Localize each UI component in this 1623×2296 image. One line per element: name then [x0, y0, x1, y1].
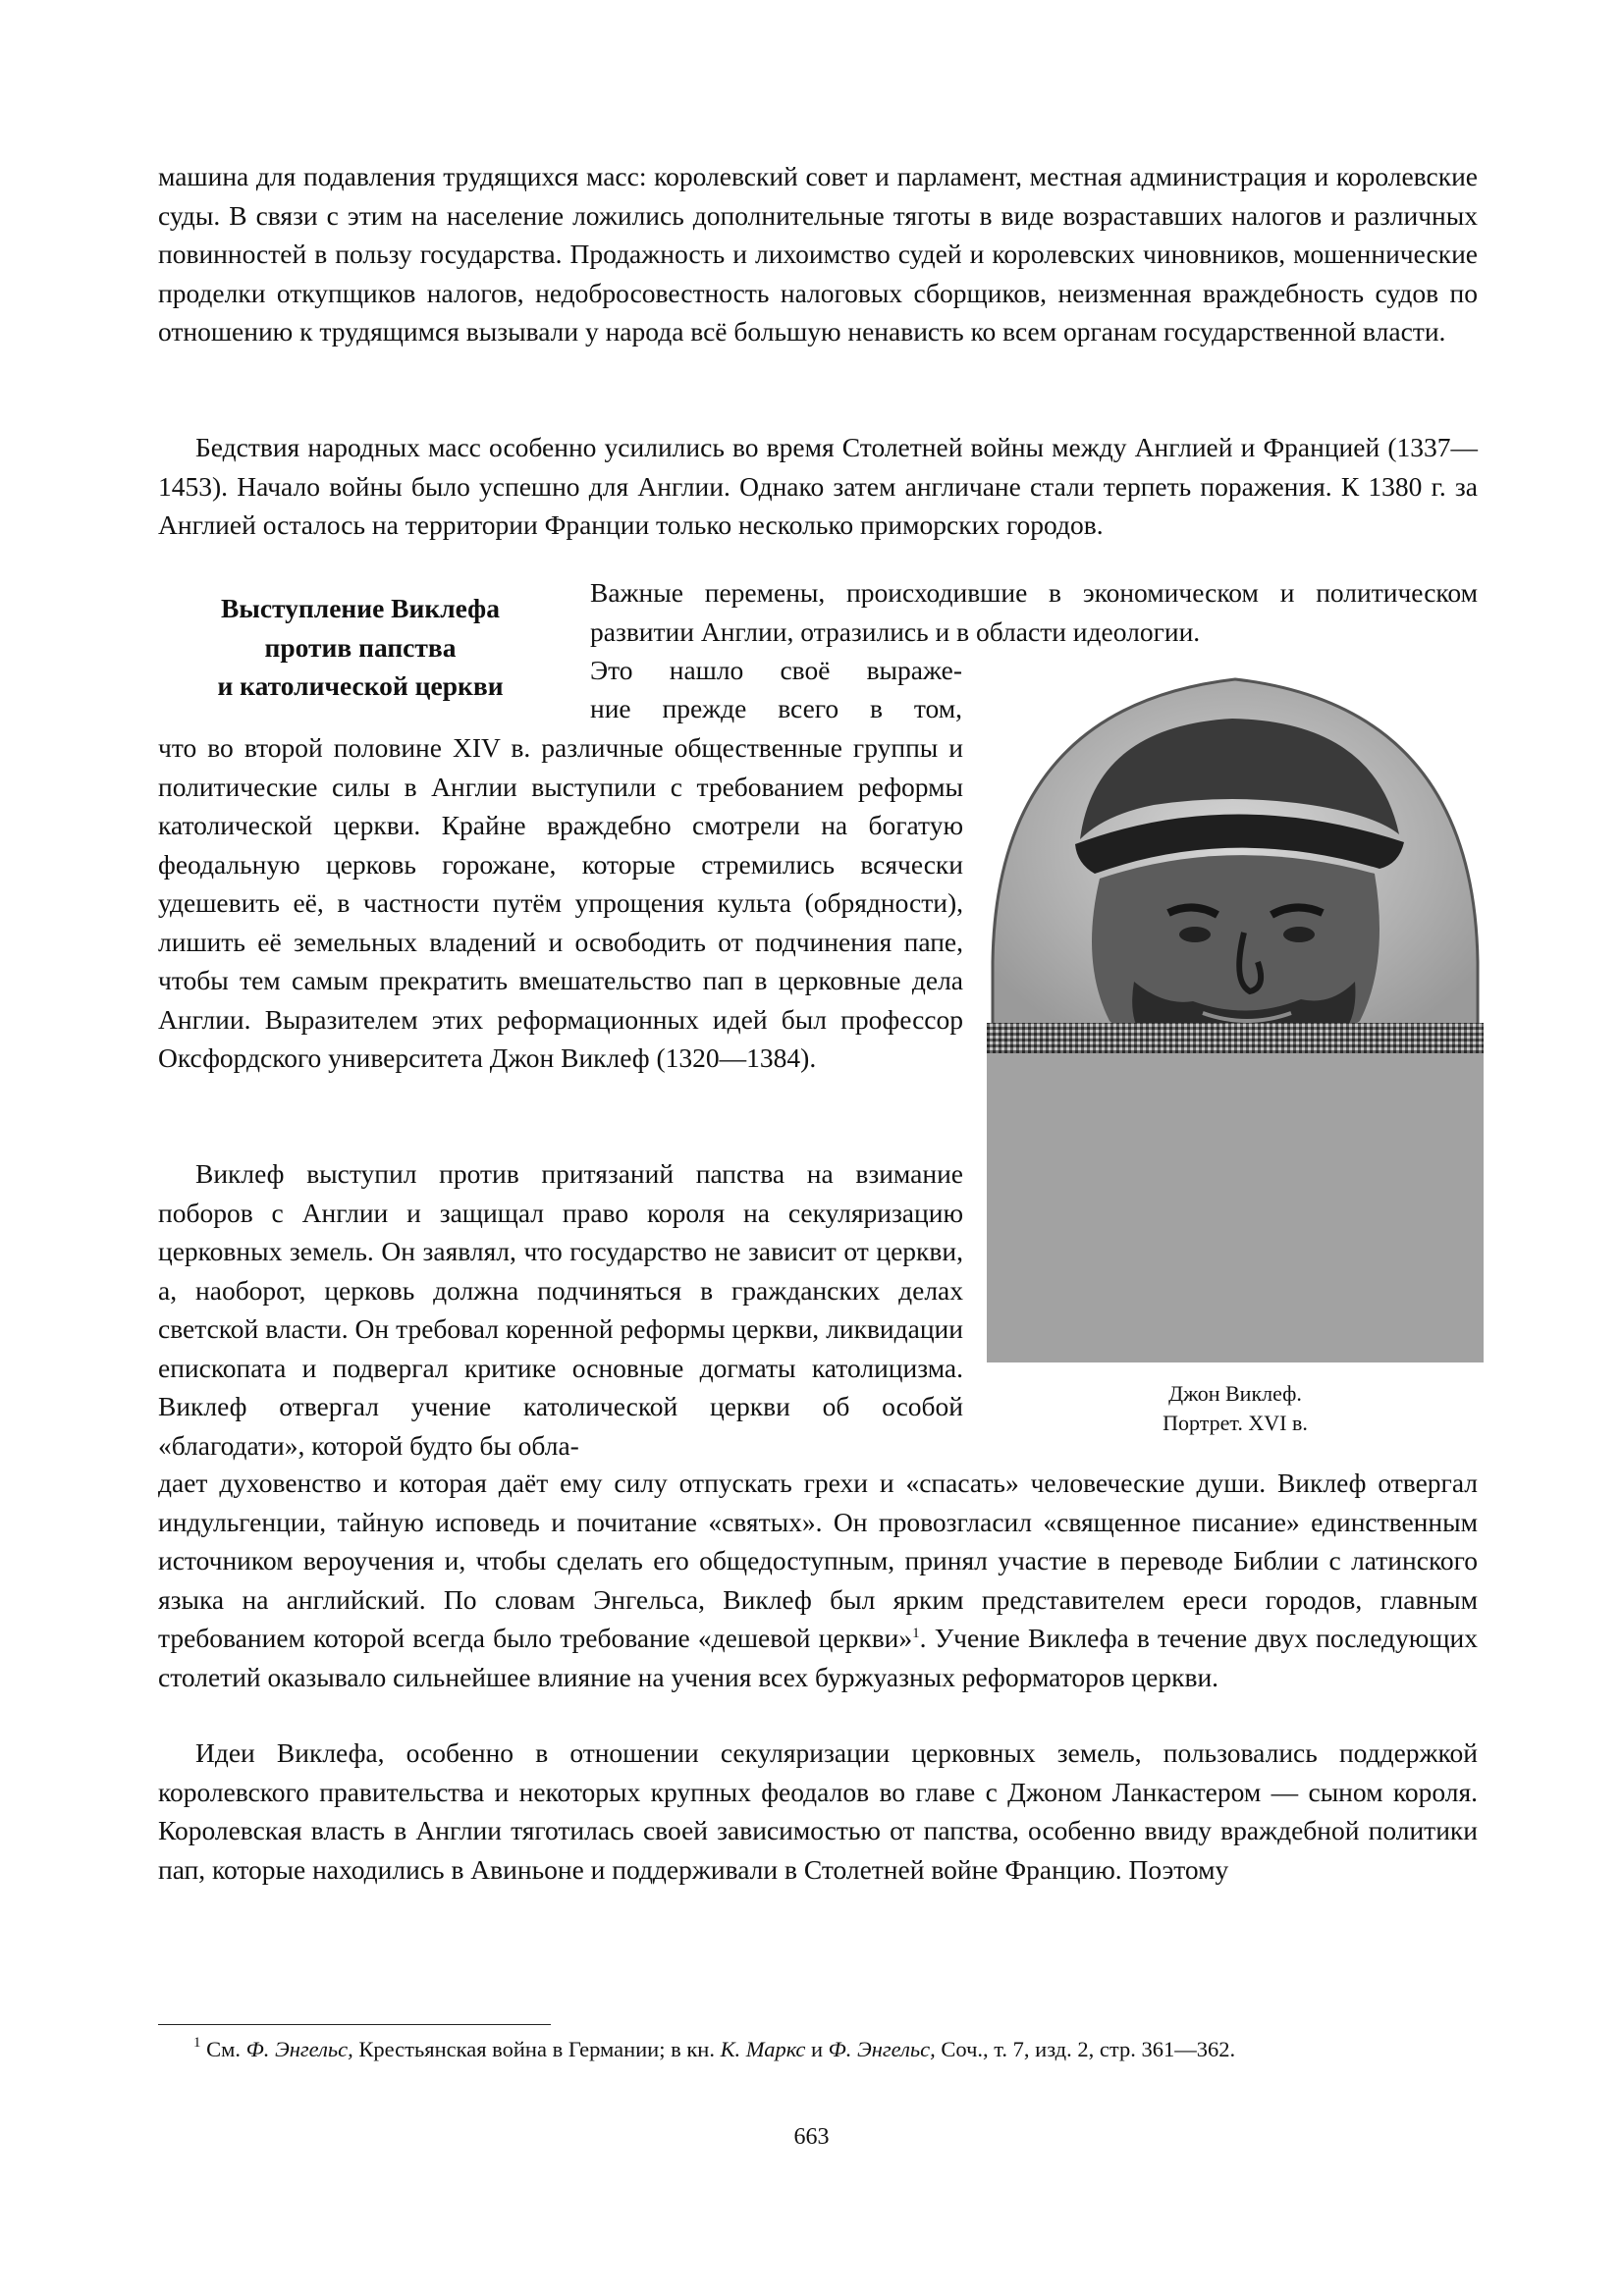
section-heading-line-2: против папства	[264, 632, 457, 663]
paragraph-3-column: что во второй половине XIV в. различные общественные группы и политические силы в Англии выступили с требованием реформы католической церкви. Крайне враждебно смотрели на богатую феодальную церковь горожане, которые стремились всячески удешевить её, в частности путём упрощения культа (обрядности), лишить её земельных владений и освободить от подчинения папе, чтобы тем самым прекратить вмешательство пап в церковные дела Англии. Выразителем этих реформационных идей был профессор Оксфордского университета Джон Виклеф (1320—1384).	[158, 732, 963, 1073]
paragraph-3-top: Важные перемены, происходившие в экономическом и политическом развитии Англии, отразились и в области идеологии.	[590, 577, 1478, 647]
footnote-divider	[158, 2024, 551, 2025]
figure-caption-line-1: Джон Виклеф.	[1168, 1381, 1302, 1406]
paragraph-5: Идеи Виклефа, особенно в отношении секуляризации церковных земель, пользовались поддержкой королевского правительства и некоторых крупных феодалов во главе с Джоном Ланкастером — сыном короля. Королевская власть в Англии тяготилась своей зависимостью от папства, особенно ввиду враждебной политики пап, которые находились в Авиньоне и поддерживали в Столетней войне Францию. Поэтому	[158, 1737, 1478, 1885]
footnote-author-1: Ф. Энгельс,	[245, 2037, 353, 2061]
footnote	[158, 2035, 1478, 2064]
paragraph-3-line-a: Это нашло своё выраже-	[590, 655, 962, 685]
paragraph-3-line-b: ние прежде всего в том,	[590, 693, 962, 723]
footnote-prefix: См.	[206, 2037, 241, 2061]
paragraph-4-rest	[158, 1464, 1478, 1696]
footnote-author-3: Ф. Энгельс,	[828, 2037, 936, 2061]
section-heading-line-3: и католической церкви	[217, 670, 504, 701]
paragraph-4-rest-text: дает духовенство и которая даёт ему силу отпускать грехи и «спасать» человеческие души. Виклеф отвергал индульгенции, тайную исповедь и почитание «святых». Он провозгласил «священное писание» единственным источником вероучения и, чтобы сделать его общедоступным, принял участие в переводе Библии с латинского языка на английский. По словам Энгельса, Виклеф был ярким представителем ереси городов, главным требованием которой всегда было требование «дешевой церкви»	[158, 1468, 1478, 1653]
page-number: 663	[793, 2124, 830, 2150]
footnote-and: и	[810, 2037, 824, 2061]
portrait-figure	[987, 667, 1484, 1362]
figure-caption-line-2: Портрет. XVI в.	[1163, 1411, 1308, 1435]
footnote-work: Крестьянская война в Германии; в кн.	[358, 2037, 715, 2061]
footnote-ref: 1	[912, 1626, 920, 1641]
footnote-citation: Соч., т. 7, изд. 2, стр. 361—362.	[941, 2037, 1236, 2061]
paragraph-4-column: Виклеф выступил против притязаний папства на взимание поборов с Англии и защищал право короля на секуляризацию церковных земель. Он заявлял, что государство не зависит от церкви, а, наоборот, церковь должна подчиняться в гражданских делах светской власти. Он требовал коренной реформы церкви, ликвидации епископата и подвергал критике основные догматы католицизма. Виклеф отвергал учение католической церкви об особой «благодати», которой будто бы обла-	[158, 1158, 963, 1461]
section-heading-line-1: Выступление Виклефа	[221, 593, 500, 623]
paragraph-2: Бедствия народных масс особенно усилились во время Столетней войны между Англией и Францией (1337—1453). Начало войны было успешно для Англии. Однако затем англичане стали терпеть поражения. К 1380 г. за Англией осталось на территории Франции только несколько приморских городов.	[158, 432, 1478, 540]
paragraph-4-end: . Учение Виклефа в течение двух последующих столетий оказывало сильнейшее влияние на учения всех буржуазных реформаторов церкви.	[158, 1623, 1478, 1692]
paragraph-1: машина для подавления трудящихся масс: королевский совет и парламент, местная администрация и королевские суды. В связи с этим на население ложились дополнительные тяготы в виде возраставших налогов и различных повинностей в пользу государства. Продажность и лихоимство судей и королевских чиновников, мошеннические проделки откупщиков налогов, недобросовестность налоговых сборщиков, неизменная враждебность судов по отношению к трудящимся вызывали у народа всё большую ненависть ко всем органам государственной власти.	[158, 161, 1478, 347]
footnote-author-2: К. Маркс	[720, 2037, 806, 2061]
footnote-mark: 1	[193, 2035, 201, 2051]
wycliffe-portrait-image	[987, 667, 1484, 1362]
